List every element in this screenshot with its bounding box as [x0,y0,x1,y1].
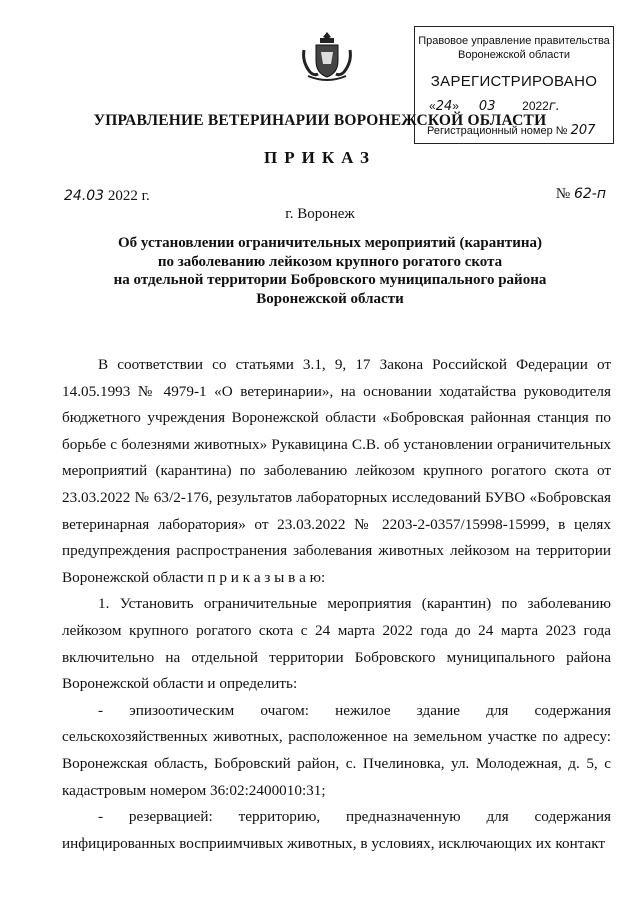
stamp-reg-number: 207 [570,123,596,138]
number-handwritten: 62-п [573,186,606,202]
document-type: ПРИКАЗ [264,148,376,167]
stamp-line-2: Воронежской области [457,49,570,61]
heading-line-1: Об установлении ограничительных мероприятий (карантина) [117,235,542,251]
stamp-line-1: Правовое управление правительства [418,35,610,47]
date-suffix: 2022 г. [107,188,150,204]
paragraph-reservation: - резервацией: территорию, предназначенную для содержания инфицированных восприимчивых животных, в условиях, исключающих их контакт [62,808,611,852]
stamp-reg-label: Регистрационный номер № [427,125,568,137]
document-date [64,188,150,205]
document-number [556,186,606,203]
city: г. Воронеж [285,206,355,222]
paragraph-preamble: В соответствии со статьями 3.1, 9, 17 Закона Российской Федерации от 14.05.1993 № 4979-1 «О ветеринарии», на основании ходатайства руководителя бюджетного учреждения Воронежской области «Бобровская районная станция по борьбе с болезнями животных» Рукавицина С.В. об установлении ограничительных мероприятий (карантина) по заболеванию лейкозом крупного рогатого скота от 23.03.2022 № 63/2-176, результатов лабораторных исследований БУВО «Бобровская ветеринарная лаборатория» от 23.03.2022 № 2203-2-0357/15998-15999, в целях предупреждения распространения заболевания животных лейкозом на территории Воронежской области п р и к а з ы в а ю: [62,356,611,586]
order-body [62,352,611,857]
paragraph-item-1: 1. Установить ограничительные мероприятия (карантин) по заболеванию лейкозом крупного рогатого скота с 24 марта 2022 года до 24 марта 2023 года включительно на отдельной территории Бобровского муниципального района Воронежской области и определить: [62,595,611,693]
stamp-year-suffix: г. [548,99,560,114]
stamp-day: 24 [435,99,453,114]
heading-line-2: по заболеванию лейкозом крупного рогатого скота [157,253,503,270]
agency-title: УПРАВЛЕНИЕ ВЕТЕРИНАРИИ ВОРОНЕЖСКОЙ ОБЛАСТИ [93,112,547,129]
stamp-month: 03 [478,99,496,114]
heading-line-3: на отдельной территории Бобровского муниципального района [113,272,547,288]
stamp-date: «24» 03 2022г. [429,99,560,114]
date-handwritten: 24.03 [64,188,105,204]
number-prefix: № [555,186,571,202]
coat-of-arms-emblem [298,28,356,86]
order-heading [60,234,600,308]
paragraph-epizootic-focus: - эпизоотическим очагом: нежилое здание для содержания сельскохозяйственных животных, расположенное на земельном участке по адресу: Воронежская область, Бобровский район, с. Пчелиновка, ул. Молодежная, д. 5, с кадастровым номером 36:02:2400010:31; [62,701,611,799]
stamp-registered: ЗАРЕГИСТРИРОВАНО [430,73,598,90]
heading-line-4: Воронежской области [256,290,404,307]
stamp-year: 2022 [522,99,549,113]
